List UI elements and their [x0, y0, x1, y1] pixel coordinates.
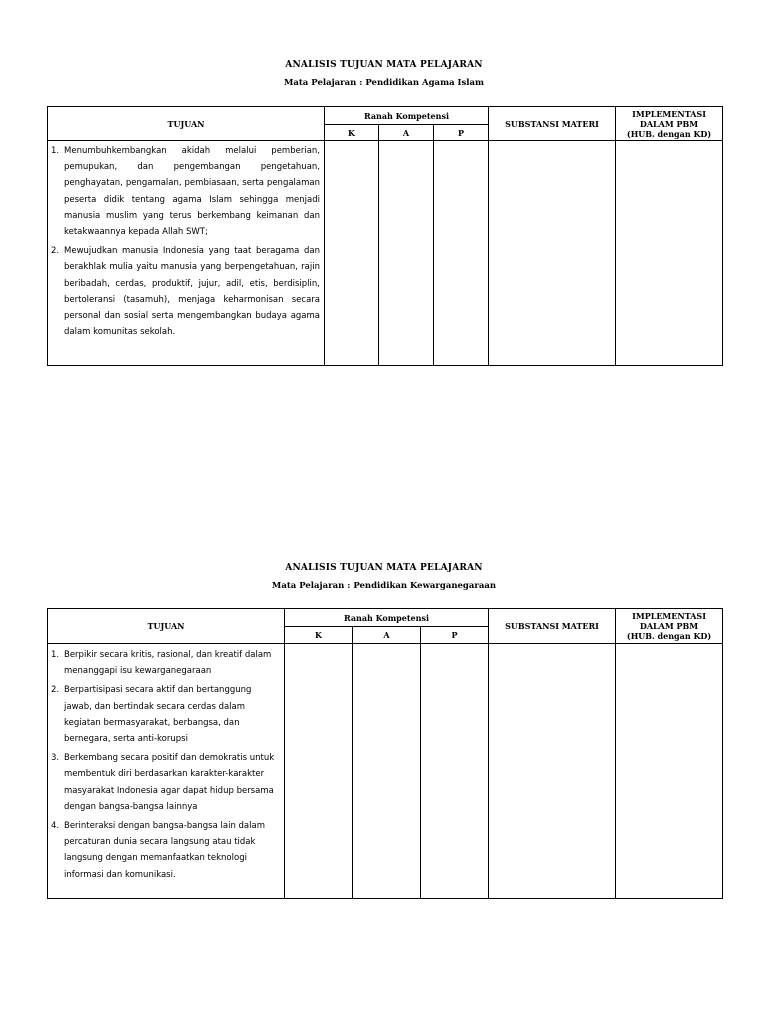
header-implementasi-line1: IMPLEMENTASI	[632, 611, 706, 621]
goal-item	[50, 750, 280, 815]
header-ranah-kompetensi: Ranah Kompetensi	[285, 609, 489, 627]
header-ranah-kompetensi: Ranah Kompetensi	[325, 107, 489, 125]
goal-number: 3.	[51, 753, 60, 764]
section-1-subtitle: Mata Pelajaran : Pendidikan Agama Islam	[283, 78, 485, 88]
a-cell[interactable]	[379, 141, 434, 366]
implementasi-cell[interactable]	[616, 644, 723, 899]
goal-number: 1.	[51, 650, 60, 660]
section-2-title: ANALISIS TUJUAN MATA PELAJARAN	[285, 563, 483, 573]
header-substansi-materi: SUBSTANSI MATERI	[489, 609, 616, 644]
header-p: P	[434, 125, 489, 141]
header-tujuan: TUJUAN	[48, 609, 285, 644]
substansi-cell[interactable]	[489, 644, 616, 899]
substansi-cell[interactable]	[489, 141, 616, 366]
header-implementasi	[616, 107, 723, 141]
goal-text: Berkembang secara positif dan demokratis untuk membentuk diri berdasarkan karakter-karakter masyarakat Indonesia agar dapat hidup bersama dengan bangsa-bangsa lainnya	[64, 753, 275, 812]
goal-text: Berinteraksi dengan bangsa-bangsa lain dalam percaturan dunia secara langsung atau tidak langsung dengan memanfaatkan teknologi informasi dan komunikasi.	[64, 821, 265, 880]
header-a: A	[353, 627, 421, 644]
goal-item	[50, 243, 320, 340]
goal-text: Menumbuhkembangkan akidah melalui pemberian, pemupukan, dan pengembangan pengetahuan, penghayatan, pengamalan, pembiasaan, serta pengalaman peserta didik tentang agama Islam sehingga menjadi manusia muslim yang terus berkembang keimanan dan ketakwaannya kepada Allah SWT;	[64, 146, 320, 238]
goal-number: 4.	[51, 821, 60, 832]
tujuan-list-cell	[48, 141, 325, 366]
header-p: P	[421, 627, 489, 644]
analysis-table-2	[47, 608, 723, 899]
goal-number: 2.	[51, 685, 60, 696]
goal-text: Mewujudkan manusia Indonesia yang taat beragama dan berakhlak mulia yaitu manusia yang berpengetahuan, rajin beribadah, cerdas, produktif, jujur, adil, etis, berdisiplin, bertoleransi (tasamuh), menjaga keharmonisan secara personal dan sosial serta mengembangkan budaya agama dalam komunitas sekolah.	[64, 246, 320, 338]
analysis-table-1	[47, 106, 723, 366]
goal-number: 2.	[51, 246, 60, 257]
goal-item	[50, 143, 320, 240]
a-cell[interactable]	[353, 644, 421, 899]
header-implementasi	[616, 609, 723, 644]
p-cell[interactable]	[421, 644, 489, 899]
header-substansi-materi: SUBSTANSI MATERI	[489, 107, 616, 141]
goal-item	[50, 818, 280, 883]
tujuan-list-cell	[48, 644, 285, 899]
goal-number: 1.	[51, 146, 60, 156]
p-cell[interactable]	[434, 141, 489, 366]
goal-text: Berpartisipasi secara aktif dan bertanggung jawab, dan bertindak secara cerdas dalam kegiatan bermasyarakat, berbangsa, dan bernegara, serta anti-korupsi	[64, 685, 252, 745]
goal-item	[50, 647, 280, 679]
k-cell[interactable]	[285, 644, 353, 899]
header-implementasi-line1: IMPLEMENTASI	[632, 108, 706, 119]
section-1-title: ANALISIS TUJUAN MATA PELAJARAN	[285, 60, 483, 70]
k-cell[interactable]	[325, 141, 379, 366]
header-a: A	[379, 125, 434, 141]
header-tujuan: TUJUAN	[48, 107, 325, 141]
header-implementasi-line3: (HUB. dengan KD)	[626, 631, 712, 641]
goal-text: Berpikir secara kritis, rasional, dan kreatif dalam menanggapi isu kewarganegaraan	[64, 650, 272, 677]
implementasi-cell[interactable]	[616, 141, 723, 366]
header-k: K	[325, 125, 379, 141]
header-k: K	[285, 627, 353, 644]
header-implementasi-line3: (HUB. dengan KD)	[626, 128, 712, 139]
goal-item	[50, 682, 280, 747]
header-implementasi-line2: DALAM PBM	[639, 118, 699, 129]
section-2-subtitle: Mata Pelajaran : Pendidikan Kewarganegaraan	[271, 581, 497, 591]
header-implementasi-line2: DALAM PBM	[639, 621, 699, 631]
